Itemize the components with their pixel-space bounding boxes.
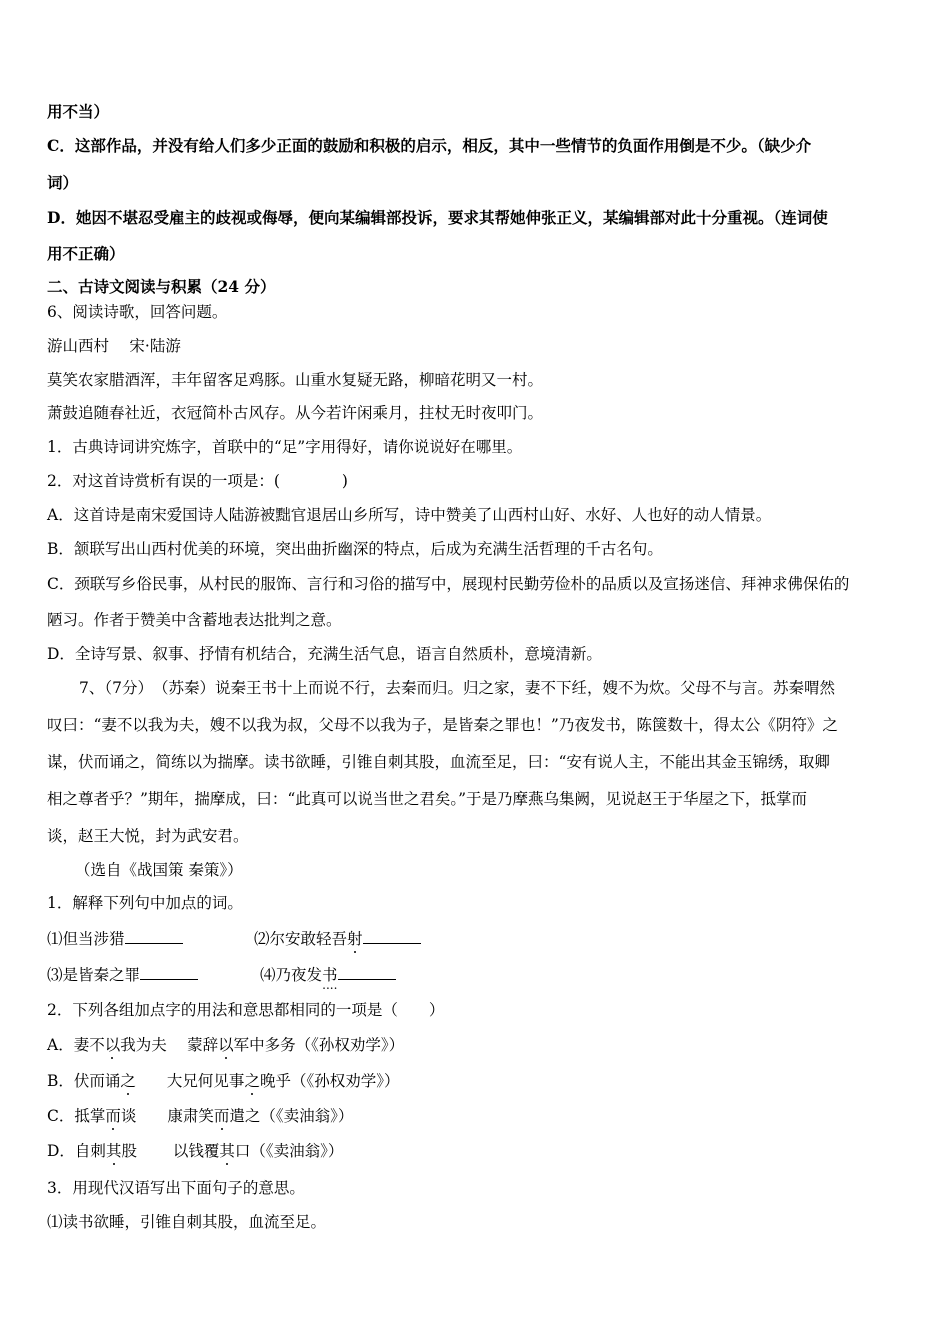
q7-passage-line4: 相之尊者乎？”期年，揣摩成，曰：“此真可以说当世之君矣。”于是乃摩燕乌集阙，见说赵王于华屋之下，抵掌而 (47, 790, 808, 808)
q6-option-b: B．颔联写出山西村优美的环境，突出曲折幽深的特点，后成为充满生活哲理的千古名句。 (47, 540, 663, 558)
q7-option-c-text3: 遣之（《卖油翁》） (229, 1107, 354, 1125)
poem-line-1: 莫笑农家腊酒浑，丰年留客足鸡豚。山重水复疑无路，柳暗花明又一村。 (47, 371, 544, 389)
q7-word-4-label: ⑷乃夜发 (260, 966, 323, 984)
q6-option-a: A．这首诗是南宋爱国诗人陆游被黜官退居山乡所写，诗中赞美了山西村山好、水好、人也好的动人情景。 (47, 506, 772, 524)
q7-source: （选自《战国策 秦策》） (75, 861, 243, 879)
q7-option-a-text2: 我为夫 蒙辞 (120, 1036, 219, 1054)
q7-option-b-text1: B．伏而诵 (47, 1072, 121, 1090)
q7-option-d (47, 1141, 343, 1161)
q7-word-4 (260, 965, 396, 985)
q7-option-b-key2: 之 (244, 1072, 260, 1090)
q7-word-1-label: ⑴但当涉猎 (47, 930, 125, 948)
q7-word-2-label: ⑵尔安敢轻吾 (254, 930, 348, 948)
q7-option-a (47, 1035, 404, 1055)
q7-passage-line1: 7、（7分） （苏秦）说秦王书十上而说不行，去秦而归。归之家，妻不下纴，嫂不为炊。父母不与言。苏秦喟然 (79, 679, 835, 697)
q7-option-d-key1: 其 (105, 1142, 122, 1160)
q7-word-1 (47, 929, 183, 949)
q7-option-c (47, 1106, 353, 1126)
q7-sub3-item1: ⑴读书欲睡，引锥自刺其股，血流至足。 (47, 1213, 327, 1231)
q5-option-c-line2: 词） (47, 173, 79, 192)
q7-passage-line3: 谋，伏而诵之，简练以为揣摩。读书欲睡，引锥自刺其股，血流至足，曰：“安有说人主，不能出其金玉锦绣，取卿 (47, 753, 830, 771)
q7-option-b (47, 1071, 399, 1091)
q7-option-b-text2: 大兄何见事 (135, 1072, 245, 1090)
q7-option-d-key2: 其 (219, 1142, 235, 1160)
q5-option-b-end: 用不当） (47, 102, 110, 121)
q7-sub2: 2．下列各组加点字的用法和意思都相同的一项是（ ） (47, 1001, 445, 1019)
q7-sub1: 1．解释下列句中加点的词。 (47, 894, 243, 912)
answer-blank-1[interactable] (125, 929, 183, 944)
answer-blank-4[interactable] (338, 965, 396, 980)
q7-option-c-key2: 而 (213, 1107, 230, 1125)
q7-word-2-dotted: 射 (347, 930, 363, 948)
q7-word-2 (254, 929, 421, 949)
q5-option-d-line2: 用不正确） (47, 244, 125, 263)
q7-word-3 (47, 965, 198, 985)
q6-option-c-line2: 陋习。作者于赞美中含蓄地表达批判之意。 (47, 611, 342, 629)
section2-heading: 二、古诗文阅读与积累（24 分） (47, 277, 276, 296)
answer-blank-2[interactable] (363, 929, 421, 944)
q7-word-4-dotted: 书 .... (322, 965, 338, 985)
q7-option-c-key1: 而 (105, 1107, 121, 1125)
answer-blank-3[interactable] (140, 965, 198, 980)
q7-option-c-text2: 谈 康肃笑 (120, 1107, 214, 1125)
q6-prompt: 6、阅读诗歌，回答问题。 (47, 303, 228, 321)
q6-option-d: D．全诗写景、叙事、抒情有机结合，充满生活气息，语言自然质朴，意境清新。 (47, 645, 602, 663)
q7-sub3: 3．用现代汉语写出下面句子的意思。 (47, 1179, 305, 1197)
q5-option-d-line1: D．她因不堪忍受雇主的歧视或侮辱，便向某编辑部投诉，要求其帮她伸张正义，某编辑部对此十分重视。（连词使 (47, 208, 828, 227)
q7-option-a-key2: 以 (218, 1036, 234, 1054)
q7-passage-line5: 谈，赵王大悦，封为武安君。 (47, 827, 249, 845)
q7-option-c-text1: C．抵掌 (47, 1107, 106, 1125)
q7-option-a-text1: A．妻不 (47, 1036, 105, 1054)
poem-line-2: 萧鼓追随春社近，衣冠简朴古风存。从今若许闲乘月，拄杖无时夜叩门。 (47, 404, 544, 422)
q7-passage-line2: 叹曰：“妻不以我为夫，嫂不以我为叔，父母不以我为子，是皆秦之罪也！”乃夜发书，陈箧数十，得太公《阴符》之 (47, 716, 838, 734)
q7-word-3-label: ⑶是皆秦之罪 (47, 966, 141, 984)
q7-option-a-text3: 军中多务（《孙权劝学》） (233, 1036, 405, 1054)
poem-title: 游山西村 宋·陆游 (47, 337, 181, 355)
q7-option-d-text3: 口（《卖油翁》） (234, 1142, 344, 1160)
q7-option-a-key1: 以 (104, 1036, 121, 1054)
q6-option-c-line1: C．颈联写乡俗民事，从村民的服饰、言行和习俗的描写中，展现村民勤劳俭朴的品质以及宣扬迷信、拜神求佛保佑的 (47, 575, 850, 593)
q5-option-c-line1: C．这部作品，并没有给人们多少正面的鼓励和积极的启示，相反，其中一些情节的负面作用倒是不少。（缺少介 (47, 136, 812, 155)
q6-sub2: 2．对这首诗赏析有误的一项是：( ) (47, 472, 348, 490)
q7-option-d-text2: 股 以钱覆 (121, 1142, 220, 1160)
q6-sub1: 1．古典诗词讲究炼字，首联中的“足”字用得好，请你说说好在哪里。 (47, 438, 523, 456)
q7-option-d-text1: D．自刺 (47, 1142, 106, 1160)
q7-option-b-text3: 晚乎（《孙权劝学》） (259, 1072, 400, 1090)
q7-option-b-key1: 之 (120, 1072, 136, 1090)
